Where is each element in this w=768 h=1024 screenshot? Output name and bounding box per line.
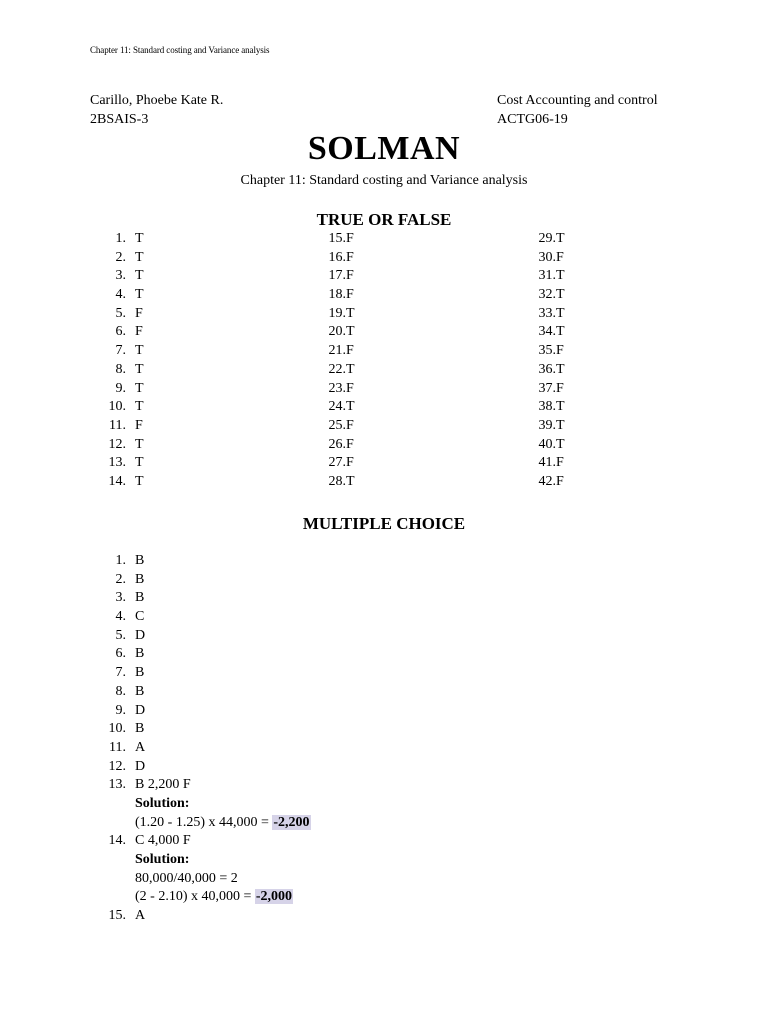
item-number: 1. (115, 231, 126, 246)
list-item (534, 361, 565, 380)
item-number: 26. (328, 436, 346, 452)
list-item (104, 249, 144, 268)
list-item (534, 267, 565, 286)
item-number: 3. (115, 268, 126, 284)
item-number: 38. (538, 399, 556, 415)
item-answer: T (346, 305, 355, 321)
list-item (324, 454, 354, 473)
item-number: 20. (328, 324, 346, 340)
item-answer: T (556, 324, 565, 340)
item-answer: T (556, 268, 565, 284)
item-number: 35. (538, 343, 556, 359)
item-answer: F (346, 268, 354, 284)
item-answer: F (556, 249, 564, 265)
item-number: 11. (109, 417, 126, 433)
item-answer: T (556, 305, 565, 321)
list-item (104, 832, 191, 851)
solution-label (104, 795, 190, 814)
item-number: 42. (538, 473, 556, 489)
item-answer: D (135, 758, 146, 774)
item-answer: F (556, 343, 564, 359)
item-answer: B (135, 721, 145, 737)
item-number: 27. (328, 455, 346, 471)
list-item (104, 323, 143, 342)
running-header: Chapter 11: Standard costing and Variance analysis (90, 45, 270, 55)
list-item (104, 361, 144, 380)
list-item (104, 702, 146, 721)
item-number: 5. (115, 305, 126, 321)
page-title: SOLMAN (307, 130, 461, 167)
item-answer: T (346, 399, 355, 415)
item-answer: F (135, 324, 143, 340)
item-answer: F (346, 249, 354, 265)
item-number: 10. (108, 721, 126, 737)
item-answer: F (346, 287, 354, 303)
item-number: 28. (328, 473, 346, 489)
item-number: 30. (538, 249, 556, 265)
item-answer: F (346, 436, 354, 452)
item-number: 37. (538, 380, 556, 396)
item-answer: C 4,000 F (135, 833, 191, 849)
student-section: 2BSAIS-3 (90, 112, 149, 127)
list-item (104, 645, 145, 664)
list-item (104, 436, 144, 455)
item-number: 17. (328, 268, 346, 284)
item-number: 21. (328, 343, 346, 359)
list-item (104, 758, 146, 777)
course-info (497, 91, 658, 129)
item-number: 1. (115, 553, 126, 568)
solution-label-text: Solution: (135, 795, 190, 811)
item-answer: T (135, 231, 144, 246)
list-item (104, 627, 146, 646)
item-answer: T (556, 436, 565, 452)
item-number: 39. (538, 417, 556, 433)
true-false-heading: TRUE OR FALSE (316, 210, 452, 229)
list-item (324, 286, 354, 305)
item-number: 12. (108, 436, 126, 452)
list-item (104, 552, 145, 571)
item-number: 15. (328, 231, 346, 246)
item-number: 19. (328, 305, 346, 321)
list-item (104, 473, 144, 492)
item-answer: B (135, 646, 145, 662)
solution-line (104, 870, 238, 889)
list-item (104, 230, 144, 249)
list-item (534, 398, 565, 417)
item-answer: F (346, 455, 354, 471)
item-answer: F (556, 473, 564, 489)
list-item (324, 361, 355, 380)
item-number: 40. (538, 436, 556, 452)
list-item (104, 417, 143, 436)
list-item (104, 608, 145, 627)
list-item (104, 683, 145, 702)
item-number: 22. (328, 361, 346, 377)
item-answer: T (135, 361, 144, 377)
item-answer: T (556, 417, 565, 433)
item-number: 7. (115, 343, 126, 359)
solution-result: -2,200 (273, 814, 310, 830)
list-item (104, 380, 144, 399)
list-item (324, 267, 354, 286)
item-number: 8. (115, 361, 126, 377)
list-item (534, 305, 565, 324)
solution-expression: 80,000/40,000 = 2 (135, 870, 238, 886)
list-item (324, 305, 355, 324)
item-answer: F (135, 305, 143, 321)
item-number: 6. (115, 324, 126, 340)
true-false-column-3 (534, 230, 565, 492)
list-item (104, 720, 145, 739)
item-answer: F (346, 417, 354, 433)
solution-result: -2,000 (255, 889, 293, 905)
item-answer: T (135, 249, 144, 265)
item-answer: T (556, 399, 565, 415)
item-number: 3. (115, 590, 126, 606)
item-answer: D (135, 702, 146, 718)
item-number: 9. (115, 380, 126, 396)
solution-expression: (1.20 - 1.25) x 44,000 = (135, 814, 273, 830)
list-item (534, 380, 564, 399)
item-answer: B (135, 590, 145, 606)
item-number: 5. (115, 627, 126, 643)
page-subtitle: Chapter 11: Standard costing and Variance analysis (240, 173, 528, 188)
item-number: 32. (538, 287, 556, 303)
list-item (104, 571, 145, 590)
list-item (534, 249, 564, 268)
list-item (104, 664, 145, 683)
list-item (104, 305, 143, 324)
item-number: 23. (328, 380, 346, 396)
list-item (104, 589, 145, 608)
item-answer: T (346, 324, 355, 340)
solution-line (104, 888, 293, 907)
item-answer: F (346, 343, 354, 359)
list-item (534, 417, 565, 436)
item-number: 13. (108, 777, 126, 793)
solution-label (104, 851, 190, 870)
item-number: 15. (108, 908, 126, 924)
student-info (90, 91, 223, 129)
true-false-column-1 (104, 230, 144, 492)
item-answer: B (135, 553, 145, 568)
item-answer: T (135, 268, 144, 284)
item-answer: T (556, 361, 565, 377)
list-item (534, 286, 565, 305)
list-item (324, 398, 355, 417)
list-item (104, 907, 146, 926)
item-answer: T (135, 287, 144, 303)
list-item (104, 267, 144, 286)
item-answer: A (135, 908, 146, 924)
item-number: 2. (115, 571, 126, 587)
item-number: 14. (108, 833, 126, 849)
item-answer: T (346, 361, 355, 377)
list-item (324, 380, 354, 399)
item-answer: B (135, 665, 145, 681)
list-item (324, 323, 355, 342)
list-item (324, 230, 354, 249)
course-title: Cost Accounting and control (497, 93, 658, 108)
item-answer: T (135, 436, 144, 452)
list-item (104, 739, 146, 758)
item-number: 11. (109, 739, 126, 755)
item-number: 4. (115, 609, 126, 625)
list-item (104, 776, 191, 795)
item-answer: T (346, 473, 355, 489)
item-answer: A (135, 739, 146, 755)
item-number: 16. (328, 249, 346, 265)
course-code: ACTG06-19 (497, 112, 568, 127)
item-number: 36. (538, 361, 556, 377)
multiple-choice-list (104, 552, 310, 926)
list-item (324, 342, 354, 361)
item-number: 41. (538, 455, 556, 471)
item-answer: D (135, 627, 146, 643)
item-answer: T (135, 399, 144, 415)
solution-text (135, 888, 293, 907)
item-number: 31. (538, 268, 556, 284)
item-answer: F (346, 380, 354, 396)
item-number: 33. (538, 305, 556, 321)
item-answer: T (556, 231, 565, 246)
list-item (534, 342, 564, 361)
item-number: 10. (108, 399, 126, 415)
item-answer: B (135, 571, 145, 587)
item-answer: B (135, 683, 145, 699)
item-number: 13. (108, 455, 126, 471)
student-name: Carillo, Phoebe Kate R. (90, 93, 224, 108)
item-number: 14. (108, 473, 126, 489)
item-answer: C (135, 609, 145, 625)
item-number: 2. (115, 249, 126, 265)
item-number: 7. (115, 665, 126, 681)
list-item (534, 323, 565, 342)
solution-text (135, 870, 238, 889)
list-item (324, 417, 354, 436)
item-number: 18. (328, 287, 346, 303)
list-item (104, 342, 144, 361)
item-number: 24. (328, 399, 346, 415)
item-answer: T (135, 473, 144, 489)
item-number: 29. (538, 231, 556, 246)
item-answer: T (135, 380, 144, 396)
item-answer: F (346, 231, 354, 246)
item-answer: F (556, 380, 564, 396)
list-item (534, 230, 565, 249)
solution-label-text: Solution: (135, 852, 190, 867)
item-number: 25. (328, 417, 346, 433)
list-item (104, 454, 144, 473)
item-answer: T (556, 287, 565, 303)
list-item (534, 473, 564, 492)
item-answer: T (135, 343, 144, 359)
item-answer: B 2,200 F (135, 777, 191, 793)
solution-line (104, 814, 310, 833)
list-item (324, 249, 354, 268)
item-number: 8. (115, 683, 126, 699)
item-answer: F (556, 455, 564, 471)
list-item (104, 398, 144, 417)
solution-text (135, 814, 311, 833)
list-item (324, 436, 354, 455)
true-false-column-2 (324, 230, 355, 492)
item-answer: F (135, 417, 143, 433)
item-number: 6. (115, 646, 126, 662)
item-answer: T (135, 455, 144, 471)
solution-expression: (2 - 2.10) x 40,000 = (135, 889, 255, 905)
item-number: 34. (538, 324, 556, 340)
item-number: 4. (115, 287, 126, 303)
item-number: 9. (115, 702, 126, 718)
item-number: 12. (108, 758, 126, 774)
list-item (324, 473, 355, 492)
list-item (534, 454, 564, 473)
list-item (534, 436, 565, 455)
list-item (104, 286, 144, 305)
multiple-choice-heading: MULTIPLE CHOICE (302, 514, 466, 533)
